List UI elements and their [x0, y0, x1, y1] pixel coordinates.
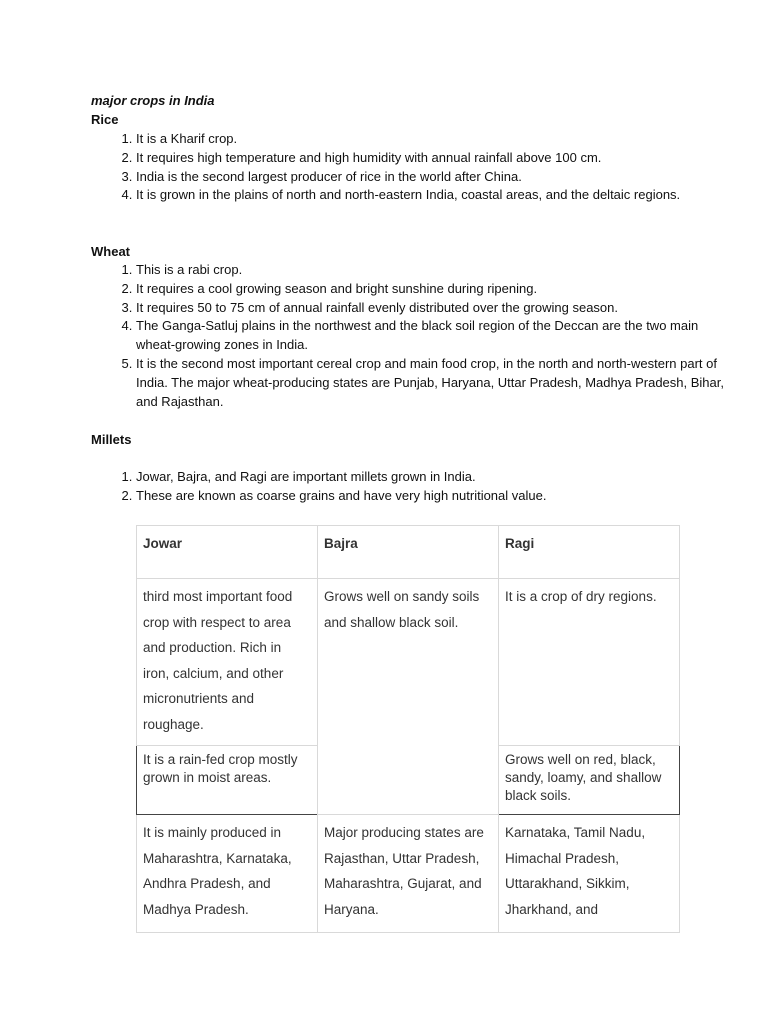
table-cell: It is mainly produced in Maharashtra, Karnataka, Andhra Pradesh, and Madhya Pradesh.: [137, 815, 318, 933]
wheat-list: [91, 261, 726, 411]
list-item: 2. These are known as coarse grains and have very high nutritional value.: [136, 487, 726, 506]
table-cell: It is a rain-fed crop mostly grown in moist areas.: [137, 746, 318, 815]
list-item: 2. It requires high temperature and high humidity with annual rainfall above 100 cm.: [136, 149, 726, 168]
wheat-heading: Wheat: [91, 244, 130, 259]
list-item: 3. India is the second largest producer of rice in the world after China.: [136, 168, 726, 187]
list-item: 4. The Ganga-Satluj plains in the northwest and the black soil region of the Deccan are the two main wheat-growing zones in India.: [136, 317, 726, 355]
table-cell: third most important food crop with respect to area and production. Rich in iron, calcium, and other micronutrients and roughage.: [137, 579, 318, 746]
list-item: 5. It is the second most important cereal crop and main food crop, in the north and north-western part of India. The major wheat-producing states are Punjab, Haryana, Uttar Pradesh, Madhya Pradesh, Bihar, and Rajasthan.: [136, 355, 726, 411]
document-title: major crops in India: [91, 93, 215, 108]
list-item: 3. It requires 50 to 75 cm of annual rainfall evenly distributed over the growing season.: [136, 299, 726, 318]
millets-list: [91, 468, 726, 506]
header-jowar: Jowar: [137, 526, 318, 579]
table-cell: Major producing states are Rajasthan, Uttar Pradesh, Maharashtra, Gujarat, and Haryana.: [318, 815, 499, 933]
header-bajra: Bajra: [318, 526, 499, 579]
table-header-row: [137, 526, 680, 579]
list-item: 1. This is a rabi crop.: [136, 261, 726, 280]
table-cell: It is a crop of dry regions.: [499, 579, 680, 746]
rice-list: [91, 130, 726, 205]
table-row: [137, 815, 680, 933]
table-cell: Grows well on red, black, sandy, loamy, and shallow black soils.: [499, 746, 680, 815]
list-item: 4. It is grown in the plains of north and north-eastern India, coastal areas, and the deltaic regions.: [136, 186, 726, 205]
table-row: [137, 579, 680, 746]
list-item: 1. Jowar, Bajra, and Ragi are important millets grown in India.: [136, 468, 726, 487]
millets-heading: Millets: [91, 432, 132, 447]
list-item: 2. It requires a cool growing season and bright sunshine during ripening.: [136, 280, 726, 299]
millets-table: [136, 525, 680, 933]
table-cell: Karnataka, Tamil Nadu, Himachal Pradesh, Uttarakhand, Sikkim, Jharkhand, and: [499, 815, 680, 933]
header-ragi: Ragi: [499, 526, 680, 579]
rice-heading: Rice: [91, 112, 119, 127]
table-cell: Grows well on sandy soils and shallow black soil.: [318, 579, 499, 815]
list-item: 1. It is a Kharif crop.: [136, 130, 726, 149]
